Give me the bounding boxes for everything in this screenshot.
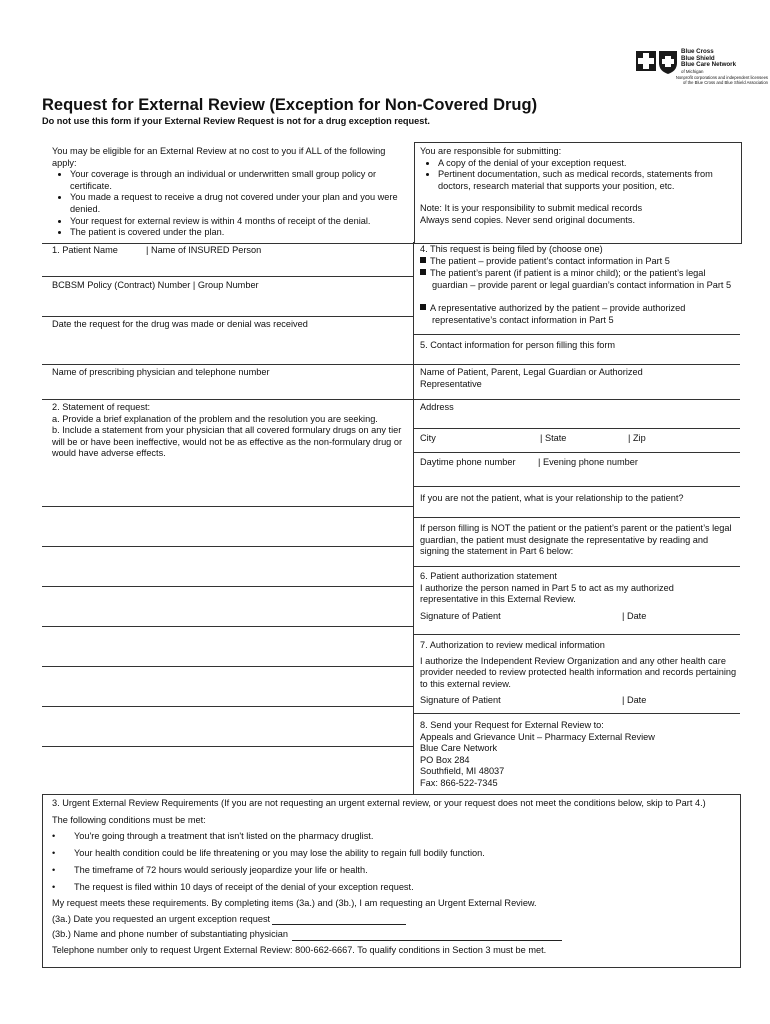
submit-note: Always send copies. Never send original documents. (420, 214, 635, 225)
condition-text: Your health condition could be life threatening or you may lose the ability to regain full bodily function. (74, 848, 485, 859)
part8-line: Southfield, MI 48037 (420, 766, 505, 777)
part7-signature-label: Signature of Patient (420, 695, 501, 705)
part6-block (420, 571, 734, 606)
filed-by-option-parent[interactable] (420, 268, 738, 291)
writing-line[interactable] (42, 626, 414, 627)
part8-line: PO Box 284 (420, 754, 470, 765)
logo-text (681, 49, 736, 75)
part8-title: 8. Send your Request for External Review to: (420, 720, 604, 730)
column-divider (413, 242, 414, 794)
condition-item (52, 882, 734, 894)
part6-date-label: | Date (622, 611, 647, 621)
writing-line[interactable] (42, 586, 414, 587)
relationship-label: If you are not the patient, what is your relationship to the patient? (420, 493, 684, 503)
list-item: • The patient is covered under the plan. (70, 227, 408, 239)
urgent-phone-text: Telephone number only to request Urgent External Review: 800-662-6667. To qualify conditions in Section 3 must be met. (52, 944, 547, 955)
writing-line[interactable] (42, 546, 414, 547)
page-subtitle: Do not use this form if your External Review Request is not for a drug exception request. (42, 116, 430, 126)
part7-title: 7. Authorization to review medical information (420, 640, 605, 650)
item-3a-field[interactable] (272, 915, 406, 925)
part7-block (420, 640, 738, 690)
part8-line: Fax: 866-522-7345 (420, 777, 498, 788)
divider (414, 713, 740, 714)
condition-text: The request is filed within 10 days of receipt of the denial of your exception request. (74, 882, 414, 893)
submit-list (420, 158, 738, 193)
part3-conditions-intro: The following conditions must be met: (52, 814, 206, 825)
part8-line: Blue Care Network (420, 743, 498, 754)
checkbox-icon[interactable] (420, 304, 426, 310)
divider (414, 634, 740, 635)
condition-item (52, 831, 734, 843)
logo-line: Blue Shield (681, 54, 715, 62)
physician-label: Name of prescribing physician and telephone number (52, 367, 270, 377)
filed-by-option-patient[interactable] (420, 256, 738, 268)
contact-title: 5. Contact information for person filling this form (420, 340, 616, 350)
part7-text: I authorize the Independent Review Organization and any other health care provider needed to review protected health information and records pertaining to this external review. (420, 655, 737, 689)
writing-line[interactable] (42, 506, 414, 507)
condition-text: The timeframe of 72 hours would seriously jeopardize your life or health. (74, 865, 368, 876)
part3-title: 3. Urgent External Review Requirements (If you are not requesting an urgent external review, or your request does not meet the conditions below, skip to Part 4.) (52, 798, 706, 808)
submit-intro: You are responsible for submitting: (420, 146, 562, 156)
insured-name-label: | Name of INSURED Person (146, 245, 262, 255)
policy-label: BCBSM Policy (Contract) Number | Group Number (52, 280, 259, 290)
daytime-phone-label: Daytime phone number (420, 457, 516, 467)
option-label: The patient – provide patient’s contact information in Part 5 (430, 256, 670, 266)
item-3a-row (52, 914, 734, 926)
logo-subline: of the Blue Cross and Blue Shield Association (683, 79, 768, 85)
divider (42, 276, 414, 277)
eligibility-intro: You may be eligible for an External Review at no cost to you if ALL of the following apply: (52, 146, 386, 168)
item-3a-label: (3a.) Date you requested an urgent exception request (52, 913, 271, 924)
contact-name-label: Name of Patient, Parent, Legal Guardian or Authorized Representative (420, 367, 643, 389)
divider (414, 452, 740, 453)
bullet-icon: • (52, 831, 56, 842)
divider (414, 566, 740, 567)
divider (414, 364, 740, 365)
cross-shield-logo-icon (635, 48, 679, 76)
part3-meets: My request meets these requirements. By completing items (3a.) and (3b.), I am requesting an Urgent External Review. (52, 898, 537, 909)
urgent-review-block (52, 798, 734, 956)
logo-line: Blue Cross (681, 48, 714, 55)
part8-block (420, 720, 738, 790)
item-3b-field[interactable] (292, 931, 562, 941)
divider (414, 486, 740, 487)
statement-title: 2. Statement of request: (52, 402, 151, 412)
divider (414, 334, 740, 335)
writing-line[interactable] (42, 746, 414, 747)
item-3b-row (52, 929, 734, 941)
divider (42, 316, 414, 317)
condition-item (52, 865, 734, 877)
logo-subline: Nonprofit corporations and independent licensees (675, 75, 768, 80)
divider (42, 243, 414, 244)
state-label: | State (540, 433, 567, 443)
patient-name-label: 1. Patient Name (52, 245, 118, 255)
writing-line[interactable] (42, 706, 414, 707)
statement-a: a. Provide a brief explanation of the problem and the resolution you are seeking. (52, 413, 378, 424)
address-label: Address (420, 402, 454, 412)
list-item: • You made a request to receive a drug not covered under your plan and you were denied. (70, 192, 408, 215)
list-item: • A copy of the denial of your exception request. (438, 158, 738, 170)
filed-by-title: 4. This request is being filed by (choose one) (420, 244, 603, 254)
zip-label: | Zip (628, 433, 646, 443)
part6-text: I authorize the person named in Part 5 to act as my authorized representative in this External Review. (420, 582, 674, 605)
logo-line: of Michigan (681, 68, 704, 74)
part6-signature-label: Signature of Patient (420, 611, 501, 621)
statement-b: b. Include a statement from your physician that all covered formulary drugs on any tier will be or have been ineffective, would not be as effective as the non-formulary drug or would have adverse effects. (52, 425, 403, 459)
divider (414, 517, 740, 518)
condition-item (52, 848, 734, 860)
checkbox-icon[interactable] (420, 257, 426, 263)
designate-text: If person filling is NOT the patient or the patient’s parent or the patient’s legal guardian, the patient must designate the representative by reading and signing the statement in Part 6 below: (420, 523, 732, 557)
writing-line[interactable] (42, 666, 414, 667)
part8-line: Appeals and Grievance Unit – Pharmacy External Review (420, 731, 655, 742)
part6-title: 6. Patient authorization statement (420, 571, 557, 581)
divider (42, 364, 414, 365)
divider (42, 399, 414, 400)
list-item: • Your coverage is through an individual or underwritten small group policy or certificate. (70, 169, 408, 192)
evening-phone-label: | Evening phone number (538, 457, 638, 467)
date-request-label: Date the request for the drug was made or denial was received (52, 319, 308, 329)
logo-line: Blue Care Network (681, 61, 737, 69)
condition-text: You're going through a treatment that isn't listed on the pharmacy druglist. (74, 831, 374, 842)
city-label: City (420, 433, 436, 443)
item-3b-label: (3b.) Name and phone number of substantiating physician (52, 929, 288, 940)
list-item: • Your request for external review is within 4 months of receipt of the denial. (70, 216, 408, 228)
part7-date-label: | Date (622, 695, 647, 705)
filed-by-option-representative[interactable] (420, 303, 738, 326)
bullet-icon: • (52, 848, 56, 859)
submit-block (420, 146, 738, 227)
logo (635, 48, 768, 90)
bullet-icon: • (52, 882, 56, 893)
divider (414, 399, 740, 400)
option-label: The patient’s parent (if patient is a minor child); or the patient’s legal guardian – provide parent or legal guardian’s contact information in Part 5 (430, 268, 732, 290)
eligibility-list (52, 169, 408, 239)
eligibility-block (52, 146, 408, 239)
bullet-icon: • (52, 865, 56, 876)
checkbox-icon[interactable] (420, 269, 426, 275)
divider (414, 428, 740, 429)
option-label: A representative authorized by the patient – provide authorized representative’s contact information in Part 5 (430, 303, 686, 325)
logo-subtext (643, 76, 768, 85)
statement-block (52, 402, 404, 460)
list-item: • Pertinent documentation, such as medical records, statements from doctors, research material that supports your position, etc. (438, 169, 738, 192)
page-title: Request for External Review (Exception for Non-Covered Drug) (42, 96, 538, 114)
submit-note: Note: It is your responsibility to submit medical records (420, 203, 643, 214)
